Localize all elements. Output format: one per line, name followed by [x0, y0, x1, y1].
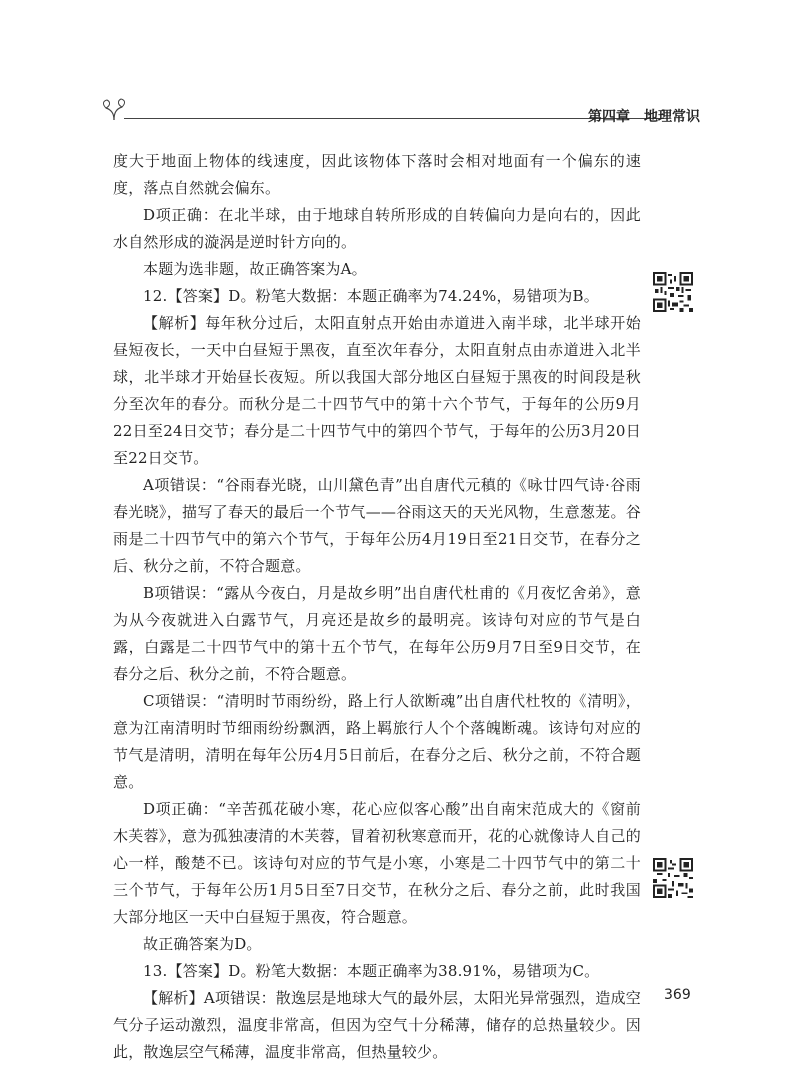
paragraph: D项正确：在北半球，由于地球自转所形成的自转偏向力是向右的，因此水自然形成的漩涡是逆时针方向的。 [113, 206, 641, 251]
answer-line: 13.【答案】D。粉笔大数据：本题正确率为38.91%，易错项为C。 [143, 962, 600, 980]
chapter-title: 第四章 地理常识 [588, 109, 700, 125]
qr-code-icon[interactable] [653, 272, 693, 312]
analysis-paragraph: 【解析】每年秋分过后，太阳直射点开始由赤道进入南半球，北半球开始昼短夜长，一天中白昼短于黑夜，直至次年春分，太阳直射点由赤道进入北半球，北半球才开始昼长夜短。所以我国大部分地区白昼短于黑夜的时间段是秋分至次年的春分。而秋分是二十四节气中的第十六个节气，于每年的公历9月22日至24日交节；春分是二十四节气中的第四个节气，于每年的公历3月20日至22日交节。 [113, 314, 641, 467]
analysis-paragraph: 【解析】A项错误：散逸层是地球大气的最外层，太阳光异常强烈，造成空气分子运动激烈，温度非常高，但因为空气十分稀薄，储存的总热量较少。因此，散逸层空气稀薄，温度非常高，但热量较少。 [113, 989, 641, 1061]
paragraph: 故正确答案为D。 [143, 935, 262, 953]
qr-code-icon[interactable] [653, 858, 693, 898]
paragraph: 本题为选非题，故正确答案为A。 [143, 260, 367, 278]
answer-line: 12.【答案】D。粉笔大数据：本题正确率为74.24%，易错项为B。 [143, 287, 599, 305]
paragraph: 度大于地面上物体的线速度，因此该物体下落时会相对地面有一个偏东的速度，落点自然就会偏东。 [113, 152, 641, 197]
paragraph: B项错误：“露从今夜白，月是故乡明”出自唐代杜甫的《月夜忆舍弟》，意为从今夜就进入白露节气，月亮还是故乡的最明亮。该诗句对应的节气是白露，白露是二十四节气中的第十五个节气，在每年公历9月7日至9日交节，在春分之后、秋分之前，不符合题意。 [113, 584, 641, 683]
paragraph: D项正确：“辛苦孤花破小寒，花心应似客心酸”出自南宋范成大的《窗前木芙蓉》，意为孤独凄清的木芙蓉，冒着初秋寒意而开，花的心就像诗人自己的心一样，酸楚不已。该诗句对应的节气是小寒，小寒是二十四节气中的第二十三个节气，于每年公历1月5日至7日交节，在秋分之后、春分之前，此时我国大部分地区一天中白昼短于黑夜，符合题意。 [113, 800, 641, 926]
page-header [100, 98, 700, 126]
page-body [113, 148, 641, 1066]
header-rule [124, 118, 664, 119]
page-number: 369 [664, 987, 691, 1003]
paragraph: C项错误：“清明时节雨纷纷，路上行人欲断魂”出自唐代杜牧的《清明》，意为江南清明时节细雨纷纷飘洒，路上羁旅行人个个落魄断魂。该诗句对应的节气是清明，清明在每年公历4月5日前后，在春分之后、秋分之前，不符合题意。 [113, 692, 641, 791]
paragraph: A项错误：“谷雨春光晓，山川黛色青”出自唐代元稹的《咏廿四气诗·谷雨春光晓》，描写了春天的最后一个节气——谷雨这天的天光风物，生意葱茏。谷雨是二十四节气中的第六个节气，于每年公历4月19日至21日交节，在春分之后、秋分之前，不符合题意。 [113, 476, 641, 575]
